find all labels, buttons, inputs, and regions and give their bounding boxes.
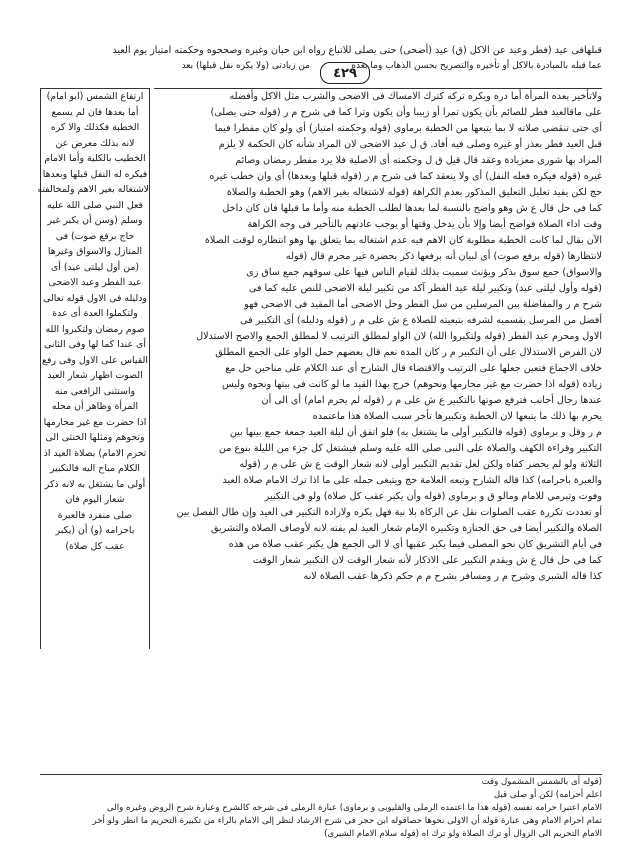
- main-text-line: فى أيام التشريق كان نحو المصلى فيما يكبر عقبها أى لا الى الجمع هل يكبر عقب صلاة من هذه: [228, 539, 602, 550]
- main-text-line: الصلاة والتكبير أيضا فى حق الجنازة وتكبيرة الإمام شعار العيد لم يفته لانه لأوصاف الصلاة والتشريق: [210, 523, 602, 534]
- margin-line: عيد الفطر وعيد الاضحى: [48, 277, 142, 288]
- main-text-line: لان الفرض الاستدلال على أن التكبير م ر كان المدة نعم قال بعضهم حمل الواو على الجمع المطلق: [215, 347, 602, 358]
- margin-line: الخطبة فكذلك والا كره: [50, 122, 140, 133]
- top-matn-line: قبلهافى عيد (فطر وعيد عن الاكل (ق) عيد (أضحى) حتى يصلى للاتباع رواه ابن حبان وغيره وصححوه وحكمته امتياز يوم العيد: [112, 45, 602, 56]
- page-number: ٤٢٩: [320, 62, 370, 84]
- main-text-line: الاول ومحرم عيد الفطر (قوله ولتكبروا الله) لان الواو لمطلق الترتيب لا لمطلق الجمع والاصح الاستدلال: [196, 331, 602, 342]
- main-text-line: على ماقالعيد فطر للصائم بأن يكون تمرا أو زبيبا وأن يكون وترا كما في شرح م ر (قوله حتى يصلى): [210, 107, 602, 118]
- main-text-line: كذا قاله الشبرى وشرح م ر ومسافر بشرح م م حكم ذكرها عقب الصلاة لانه: [303, 571, 602, 582]
- main-text-line: وفوت وتبرمي للامام ومالو ق و برماوى (قوله وأن يكبر عقب كل صلاة) ولو فى التكبير: [264, 491, 602, 502]
- footnote-line: الامام التحريم الى الزوال أو ترك الصلاة ولو ترك اه (قوله سلام الامام الشبرى): [324, 829, 602, 839]
- main-text-line: عندها رجال أجانب فترفع صوتها بالتكبير ع ش على م ر (قوله لم يحرم امام) أى الى أن: [261, 395, 602, 406]
- matn-margin-column: [37, 88, 150, 649]
- main-text-line: أو تعددت تكررة عقب الصلوات نقل عن الزكاة بلا نية فهل يكره ولارادة التكبير فى العيد وإن طال الفصل بين: [176, 507, 602, 518]
- margin-line: وسلم (وسن أن يكبر غير: [47, 215, 143, 226]
- margin-line: فعل النبي صلى الله عليه: [47, 199, 143, 211]
- header-left-text: من زيادتى (ولا يكره نفل قبلها) بعد: [181, 61, 310, 71]
- footnote-line: (قوله أى بالشمس المشمول وقت: [481, 777, 602, 787]
- margin-line: باحرامه (و) أن (يكبر: [55, 525, 135, 536]
- margin-line: المنازل والاسواق وغيرها: [47, 246, 143, 257]
- margin-line: أى عندا كما لها وفى الثانى: [44, 339, 146, 350]
- main-text-line: ولاتأخير بعده المرأة أما دره ويكره تركه كترك الامساك فى الاضحى والشرب مثل الاكل وأفضله: [229, 91, 602, 102]
- footnote-divider: [40, 774, 602, 775]
- main-text-line: التكبير وقراءة الكهف والصلاة على النبى صلى الله عليه وسلم فيشتغل كل جزء من الليلة بنوع من: [218, 443, 602, 454]
- main-text-line: كما فى حل قال ع ش ويقدم التكبير على الاذكار لأنه شعار الوقت لان التكبير شعار الوقت: [252, 555, 602, 566]
- footnote-line: الامام اعتبرا حرامه نفسه (قوله هذا ما اعتمده الرملى والقليوبى و برماوى) عبارة الرملى فى شرحه كالشرح وعبارة شرح الروض وغيره والى: [106, 803, 602, 813]
- margin-line: عقب كل صلاة): [65, 540, 125, 552]
- main-text-line: الآن بقال لما كانت الخطبة مطلوبة كان الاهم فيه عدم اشتغاله بما يتعلق بها وهو انتظاره لوقت الصلاة: [204, 235, 602, 246]
- margin-line: أما بعدها فان لم يسمع: [51, 106, 139, 118]
- main-text-line: م ر وقل و برماوى (قوله فالتكبير أولى ما يشتغل به) فلو اتفق أن ليلة العيد جمعة جمع بينها بين: [229, 427, 602, 438]
- footnote-line: اعلم أحرامه) لكن أو صلى قبل: [493, 790, 602, 800]
- main-text-line: المراد بها شورى معزيادة وعقد قال قيل ق ل وحكمته أى الاصلية فلا يرد مفطر رمضان وصائم: [235, 155, 602, 166]
- main-text-line: وقت اداء الصلاة فواضح أيضا وإلا بأن يدخل وقتها أو يوجب عادتهم بالتأخير فى وجه الكراهة: [247, 219, 602, 230]
- margin-line: ارتفاع الشمس (ابو امام): [46, 91, 144, 102]
- margin-line: (من أول ليلتى عيد) أى: [50, 261, 140, 273]
- header-right-text: عما قبله بالمبادرة بالاكل أو تأخيره والتصريح بحسن الذهاب وما بعده: [351, 61, 602, 71]
- main-text-line: والاسواق) جمع سوق بذكر ويؤنث سميت بذلك لقيام الناس فيها على سوقهم جمع ساق زى: [246, 267, 602, 278]
- margin-line: المرأة وظاهر أن محله: [51, 401, 139, 412]
- main-text-line: (قوله وأول ليلتى عيد) وتكبير ليلة عيد الفطر آكد من تكبير ليلة الاضحى للنص عليه كما فى: [248, 283, 602, 294]
- margin-line: الكلام مباح اليه فالتكبير: [49, 463, 141, 474]
- main-text-line: خلاف الاجماع فتعين جعلها على الترتيب والاقتضاء قال الشارح أى عند الكلام على مناحين حل مع: [225, 363, 602, 374]
- main-text-line: زيادة (قوله اذا حضرت مع غير محارمها ونحوهم) خرج بهذا القيد ما لو كانت فى بيتها ونحوه وليس: [221, 379, 602, 390]
- margin-line: أولى ما يشتغل به لانه ذكر: [44, 478, 146, 490]
- main-text-line: كما فى حل قال ع ش وهو واضح بالنسبة لما بعدها لطلب الخطبة منه وأما ما قبلها فان كان داخل: [222, 203, 602, 214]
- main-text-line: أفضل من المرسل بقسميه لشرفه بتبعيته للصلاة ع ش على م ر (قوله ودليله) أى التكبير فى: [240, 315, 602, 326]
- margin-line: القياس على الاول وفى رفع: [42, 354, 148, 366]
- margin-line: اذا حضرت مع غير محارمها: [43, 416, 147, 428]
- main-text-line: حج لكن يفيد تعليل التعليق المذكور بعدم الكراهة (قوله لاشتغاله بغير الاهم) وهو الخطبة والصلاة: [226, 187, 602, 198]
- margin-line: صوم رمضان ولتكبروا الله: [45, 323, 145, 335]
- main-text-line: الثلاثة ولو لم يحضر كفاه ولكن لعل تقديم التكبير أولى لانه شعار الوقت ع ش على م ر (قوله: [239, 459, 602, 470]
- main-text-line: يحرم بها ذلك ما يتبعها لان الخطبة وتكبيرها تأخر سبب الصلاة هذا ماعتمده: [312, 411, 602, 422]
- main-text-line: غيره (قوله فيكره فعله النفل) أى ولا ينعقد كما فى شرح م ر (قوله قبلها وبعدها) أى وان خطب غيره: [209, 171, 602, 182]
- margin-line: فيكره له النفل قبلها وبعدها: [42, 168, 148, 180]
- main-text-line: قبل العيد فطر بعذر أو غيره وصلى فيه أفاد. ق ل عيد الاضحى لان المراد شأنه كان الحكمة لا يلزم: [218, 139, 602, 150]
- book-page: [37, 44, 602, 839]
- margin-line: ودليله فى الاول قوله تعالى: [43, 292, 147, 304]
- main-text-line: والعبرة باحرامه) كذا قاله الشارح وتبعه العلامة حج ويتبغى حمله على ما اذا ترك الامام صلاة العيد: [222, 475, 602, 486]
- margin-line: الصوت اظهار شعار العيد: [47, 370, 143, 381]
- footnote-line: تمام احرام الامام وهى عبارة قوله أن الاولى نحوها حصاقوله ابن حجر فى شرح الارشاد لنظر إلى الامام بالراء من تكبيرة التحريم ما انظر ولو أخر: [92, 816, 602, 826]
- margin-line: الخطيب بالكلية وأما الامام: [44, 153, 146, 164]
- margin-line: شعار اليوم فان: [65, 494, 125, 505]
- main-text-line: شرح م ر والمفاضلة بين المرسلين من سل الفطر وحل الاضحى أما المقيد فى الاضحى فهو: [244, 299, 602, 310]
- margin-line: لاشتغاله بغير الاهم ولمخالفته: [37, 184, 149, 195]
- footnote-section: [40, 776, 602, 841]
- main-text-line: لانتظارها (قوله برفع صوت) أى لبيان أنه برفعها ذكر بحضرة غير محرم قال (قوله: [285, 251, 602, 262]
- margin-line: ولتكملوا العدة أى عدة: [52, 308, 138, 319]
- margin-line: صلى منفرد فالعبرة: [57, 509, 133, 521]
- margin-line: واستثنى الرافعى منه: [54, 385, 136, 397]
- page-header: [40, 60, 602, 86]
- hashiya-main-text: [154, 88, 602, 769]
- main-text-line: أى حتى تنقضى صلاته لا بما يتبعها من الخطبة برماوى (قوله وحكمته امتياز) أى ولو كان مفطرا فيما: [214, 123, 602, 134]
- margin-line: ونحوهم ومثلها الخنثى الى: [45, 432, 145, 443]
- margin-line: لانه بذلك معرض عن: [55, 137, 135, 149]
- margin-line: تحرم الامام) بصلاة العيد اذ: [43, 447, 147, 459]
- margin-line: حاج برفع صوت) فى: [55, 230, 135, 242]
